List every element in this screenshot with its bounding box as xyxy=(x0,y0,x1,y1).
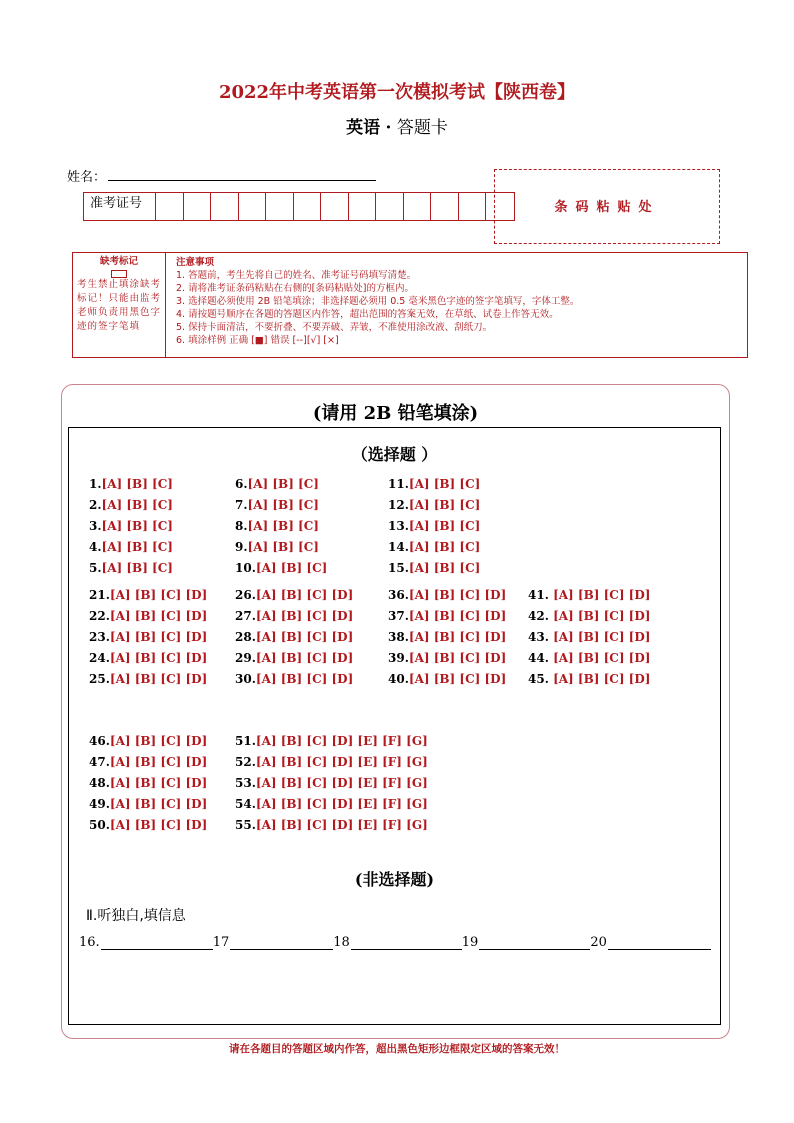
exam-title: 2022年中考英语第一次模拟考试【陕西卷】 xyxy=(218,82,576,103)
choice-question[interactable] xyxy=(89,651,207,665)
choice-question[interactable] xyxy=(388,519,480,533)
answer-options[interactable]: [A] [B] [C] xyxy=(255,561,328,575)
exam-id-field[interactable] xyxy=(83,192,515,221)
answer-options[interactable]: [A] [B] [C] [D] [E] [F] [G] xyxy=(255,755,428,769)
notes-title: 注意事项 xyxy=(176,257,215,268)
missing-mark-box xyxy=(73,253,166,357)
choice-question[interactable] xyxy=(89,561,173,575)
missing-mark-checkbox[interactable] xyxy=(111,270,127,278)
choice-question[interactable] xyxy=(235,797,428,811)
exam-id-digit-box[interactable] xyxy=(349,193,377,220)
question-number: 50. xyxy=(89,818,110,832)
question-number: 55. xyxy=(235,818,256,832)
answer-options[interactable]: [A] [B] [C] [D] xyxy=(255,651,354,665)
blank-answer-line[interactable] xyxy=(351,935,462,950)
choice-question[interactable] xyxy=(388,651,506,665)
choice-question[interactable] xyxy=(235,561,327,575)
choice-question[interactable] xyxy=(388,561,480,575)
choice-question[interactable] xyxy=(528,588,650,602)
answer-options[interactable]: [A] [B] [C] [D] xyxy=(408,609,507,623)
choice-question[interactable] xyxy=(388,477,480,491)
note-item: 6. 填涂样例 正确 [■] 错误 [--][√] [×] xyxy=(176,335,339,346)
answer-options[interactable]: [A] [B] [C] [D] xyxy=(548,609,651,623)
choice-question[interactable] xyxy=(89,477,173,491)
exam-id-digit-box[interactable] xyxy=(156,193,184,220)
answer-options[interactable]: [A] [B] [C] xyxy=(101,519,173,533)
answer-options[interactable]: [A] [B] [C] xyxy=(101,498,173,512)
exam-id-digit-box[interactable] xyxy=(321,193,349,220)
blank-answer-line[interactable] xyxy=(479,935,590,950)
answer-options[interactable]: [A] [B] [C] [D] xyxy=(548,630,651,644)
question-number: 21. xyxy=(89,588,110,602)
question-number: 8. xyxy=(235,519,248,533)
question-number: 48. xyxy=(89,776,110,790)
name-field[interactable] xyxy=(108,180,376,181)
blank-item xyxy=(462,935,591,950)
card-subtitle xyxy=(0,113,794,138)
question-number: 24. xyxy=(89,651,110,665)
question-number: 49. xyxy=(89,797,110,811)
subtitle-separator: · xyxy=(385,118,392,138)
question-number: 10. xyxy=(235,561,256,575)
answer-options[interactable]: [A] [B] [C] [D] xyxy=(548,588,651,602)
answer-options[interactable]: [A] [B] [C] [D] xyxy=(408,630,507,644)
choice-question[interactable] xyxy=(528,672,650,686)
answer-options[interactable]: [A] [B] [C] [D] xyxy=(109,734,208,748)
multiple-choice-title: （选择题 ） xyxy=(351,445,438,464)
answer-options[interactable]: [A] [B] [C] xyxy=(408,519,481,533)
question-number: 11. xyxy=(388,477,409,491)
question-number: 44. xyxy=(528,651,549,665)
choice-question[interactable] xyxy=(388,540,480,554)
note-item: 4. 请按题号顺序在各题的答题区内作答，超出范围的答案无效，在草纸、试卷上作答无效。 xyxy=(176,309,559,320)
note-item: 5. 保持卡面清洁，不要折叠、不要弄破、弄皱，不准使用涂改液、刮纸刀。 xyxy=(176,322,493,333)
blank-item xyxy=(79,935,213,950)
question-number: 46. xyxy=(89,734,110,748)
exam-id-digit-box[interactable] xyxy=(376,193,404,220)
choice-question[interactable] xyxy=(89,498,173,512)
choice-question[interactable] xyxy=(388,588,506,602)
question-number: 7. xyxy=(235,498,248,512)
question-number: 28. xyxy=(235,630,256,644)
answer-options[interactable]: [A] [B] [C] [D] xyxy=(109,588,208,602)
blank-number: 20 xyxy=(590,935,607,950)
choice-question[interactable] xyxy=(89,755,207,769)
question-number: 54. xyxy=(235,797,256,811)
exam-id-digit-box[interactable] xyxy=(184,193,212,220)
barcode-area: 条码粘贴处 xyxy=(494,169,720,244)
exam-id-label: 准考证号 xyxy=(84,193,156,220)
answer-options[interactable]: [A] [B] [C] xyxy=(101,561,173,575)
question-number: 22. xyxy=(89,609,110,623)
exam-id-digit-box[interactable] xyxy=(294,193,322,220)
answer-options[interactable]: [A] [B] [C] xyxy=(247,519,319,533)
missing-mark-title: 缺考标记 xyxy=(99,256,138,267)
question-number: 27. xyxy=(235,609,256,623)
choice-question[interactable] xyxy=(388,498,480,512)
question-number: 25. xyxy=(89,672,110,686)
question-number: 23. xyxy=(89,630,110,644)
choice-question[interactable] xyxy=(528,630,650,644)
name-label: 姓名： xyxy=(67,170,107,185)
choice-question[interactable] xyxy=(235,776,428,790)
answer-options[interactable]: [A] [B] [C] [D] xyxy=(109,797,208,811)
answer-options[interactable]: [A] [B] [C] [D] xyxy=(109,609,208,623)
card-type-label: 答题卡 xyxy=(396,118,448,138)
choice-question[interactable] xyxy=(89,540,173,554)
question-number: 42. xyxy=(528,609,549,623)
fill-instruction: (请用 2B 铅笔填涂) xyxy=(312,403,479,424)
note-item: 3. 选择题必须使用 2B 铅笔填涂；非选择题必须用 0.5 毫米黑色字迹的签字笔填写，字体工整。 xyxy=(176,296,580,307)
question-number: 38. xyxy=(388,630,409,644)
choice-question[interactable] xyxy=(235,672,353,686)
non-choice-title: (非选择题) xyxy=(354,870,435,889)
question-number: 36. xyxy=(388,588,409,602)
choice-question[interactable] xyxy=(89,672,207,686)
answer-options[interactable]: [A] [B] [C] [D] xyxy=(255,588,354,602)
question-number: 53. xyxy=(235,776,256,790)
answer-options[interactable]: [A] [B] [C] xyxy=(247,498,319,512)
blank-item xyxy=(590,935,711,950)
choice-question[interactable] xyxy=(235,609,353,623)
question-number: 52. xyxy=(235,755,256,769)
answer-options[interactable]: [A] [B] [C] [D] xyxy=(255,672,354,686)
question-number: 37. xyxy=(388,609,409,623)
answer-options[interactable]: [A] [B] [C] xyxy=(408,498,481,512)
exam-id-digit-box[interactable] xyxy=(211,193,239,220)
choice-question[interactable] xyxy=(89,588,207,602)
choice-question[interactable] xyxy=(89,797,207,811)
question-number: 26. xyxy=(235,588,256,602)
note-item: 1. 答题前，考生先将自己的姓名、准考证号码填写清楚。 xyxy=(176,270,417,281)
answer-options[interactable]: [A] [B] [C] xyxy=(101,477,173,491)
question-number: 41. xyxy=(528,588,549,602)
answer-options[interactable]: [A] [B] [C] [D] [E] [F] [G] xyxy=(255,797,428,811)
question-number: 12. xyxy=(388,498,409,512)
question-number: 39. xyxy=(388,651,409,665)
question-number: 1. xyxy=(89,477,102,491)
choice-question[interactable] xyxy=(89,818,207,832)
subject-label: 英语 xyxy=(346,118,381,138)
question-number: 5. xyxy=(89,561,102,575)
question-number: 6. xyxy=(235,477,248,491)
choice-question[interactable] xyxy=(235,498,319,512)
exam-id-digit-box[interactable] xyxy=(404,193,432,220)
question-number: 14. xyxy=(388,540,409,554)
answer-options[interactable]: [A] [B] [C] [D] xyxy=(255,609,354,623)
note-item: 2. 请将准考证条码粘贴在右侧的[条码粘贴处]的方框内。 xyxy=(176,283,414,294)
choice-question[interactable] xyxy=(235,519,319,533)
question-number: 3. xyxy=(89,519,102,533)
blank-number: 16. xyxy=(79,935,100,950)
choice-question[interactable] xyxy=(235,588,353,602)
answer-options[interactable]: [A] [B] [C] xyxy=(408,540,481,554)
exam-id-digit-box[interactable] xyxy=(431,193,459,220)
answer-options[interactable]: [A] [B] [C] [D] xyxy=(548,672,651,686)
answer-options[interactable]: [A] [B] [C] xyxy=(247,477,319,491)
answer-options[interactable]: [A] [B] [C] [D] xyxy=(408,672,507,686)
answer-options[interactable]: [A] [B] [C] [D] xyxy=(408,588,507,602)
notice-box xyxy=(72,252,748,358)
choice-question[interactable] xyxy=(89,734,207,748)
choice-question[interactable] xyxy=(528,609,650,623)
blank-number: 17 xyxy=(212,935,230,950)
question-number: 43. xyxy=(528,630,549,644)
answer-options[interactable]: [A] [B] [C] [D] xyxy=(255,630,354,644)
answer-options[interactable]: [A] [B] [C] [D] [E] [F] [G] xyxy=(255,776,428,790)
blank-answer-line[interactable] xyxy=(101,935,213,950)
choice-question[interactable] xyxy=(89,630,207,644)
missing-mark-text: 考生禁止填涂缺考标记！只能由监考老师负责用黑色字迹的签字笔填 xyxy=(77,279,162,332)
answer-options[interactable]: [A] [B] [C] xyxy=(408,477,481,491)
choice-question[interactable] xyxy=(235,477,319,491)
answer-options[interactable]: [A] [B] [C] [D] xyxy=(548,651,651,665)
choice-question[interactable] xyxy=(388,609,506,623)
section-listening-label: Ⅱ.听独白,填信息 xyxy=(86,908,186,924)
question-number: 4. xyxy=(89,540,102,554)
blank-item xyxy=(213,935,334,950)
notes-list xyxy=(176,256,741,347)
question-number: 47. xyxy=(89,755,110,769)
choice-question[interactable] xyxy=(235,755,428,769)
choice-question[interactable] xyxy=(388,672,506,686)
question-number: 9. xyxy=(235,540,248,554)
answer-options[interactable]: [A] [B] [C] [D] xyxy=(109,776,208,790)
answer-options[interactable]: [A] [B] [C] [D] xyxy=(109,651,208,665)
answer-options[interactable]: [A] [B] [C] [D] xyxy=(109,672,208,686)
answer-options[interactable]: [A] [B] [C] [D] xyxy=(109,630,208,644)
choice-question[interactable] xyxy=(235,818,428,832)
choice-question[interactable] xyxy=(235,630,353,644)
choice-question[interactable] xyxy=(388,630,506,644)
choice-question[interactable] xyxy=(89,519,173,533)
question-number: 2. xyxy=(89,498,102,512)
choice-question[interactable] xyxy=(528,651,650,665)
choice-question[interactable] xyxy=(89,776,207,790)
blank-answer-line[interactable] xyxy=(230,935,333,950)
question-number: 30. xyxy=(235,672,256,686)
question-number: 15. xyxy=(388,561,409,575)
blank-answer-line[interactable] xyxy=(608,935,711,950)
answer-options[interactable]: [A] [B] [C] xyxy=(101,540,173,554)
choice-question[interactable] xyxy=(235,540,319,554)
exam-id-digit-box[interactable] xyxy=(459,193,487,220)
answer-options[interactable]: [A] [B] [C] [D] [E] [F] [G] xyxy=(255,734,428,748)
answer-options[interactable]: [A] [B] [C] [D] xyxy=(109,755,208,769)
answer-options[interactable]: [A] [B] [C] xyxy=(247,540,319,554)
question-number: 13. xyxy=(388,519,409,533)
answer-options[interactable]: [A] [B] [C] [D] xyxy=(408,651,507,665)
exam-id-digit-box[interactable] xyxy=(266,193,294,220)
question-number: 45. xyxy=(528,672,549,686)
choice-question[interactable] xyxy=(235,651,353,665)
answer-options[interactable]: [A] [B] [C] [D] [E] [F] [G] xyxy=(255,818,428,832)
question-number: 29. xyxy=(235,651,256,665)
answer-options[interactable]: [A] [B] [C] xyxy=(408,561,481,575)
blank-number: 18 xyxy=(333,935,350,950)
blank-item xyxy=(333,935,462,950)
fill-blank-row xyxy=(79,935,711,950)
answer-options[interactable]: [A] [B] [C] [D] xyxy=(109,818,208,832)
blank-number: 19 xyxy=(461,935,479,950)
exam-id-digit-box[interactable] xyxy=(239,193,267,220)
footer-warning: 请在各题目的答题区域内作答，超出黑色矩形边框限定区域的答案无效！ xyxy=(229,1043,565,1055)
choice-question[interactable] xyxy=(235,734,428,748)
question-number: 51. xyxy=(235,734,256,748)
question-number: 40. xyxy=(388,672,409,686)
choice-question[interactable] xyxy=(89,609,207,623)
